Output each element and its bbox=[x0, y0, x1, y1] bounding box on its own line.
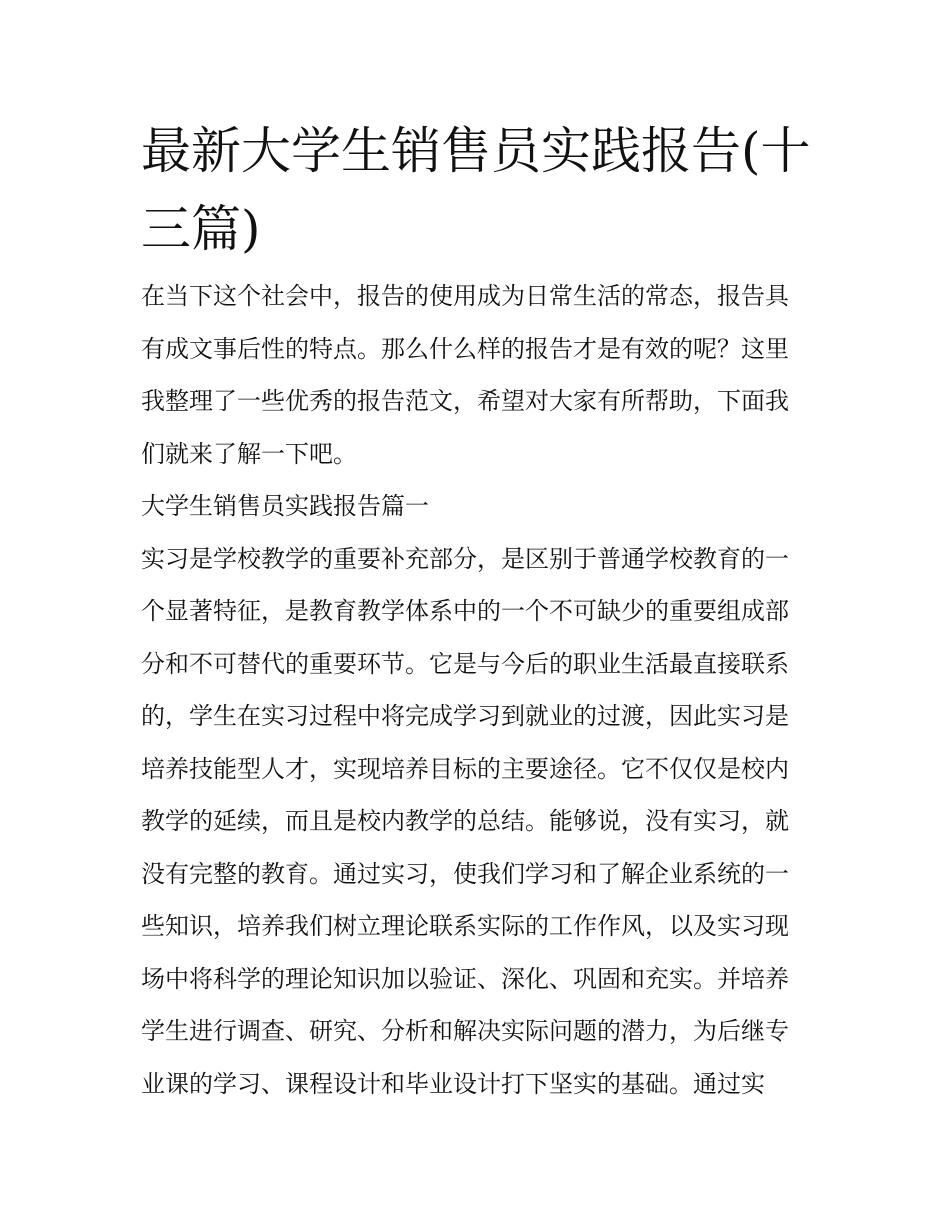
title-line: 三篇) bbox=[141, 200, 261, 258]
intro-line: 们就来了解一下吧。 bbox=[141, 439, 357, 468]
section-line: 场中将科学的理论知识加以验证、深化、巩固和充实。并培养 bbox=[141, 964, 789, 993]
document-content bbox=[141, 112, 816, 1110]
section-heading: 大学生销售员实践报告篇一 bbox=[141, 492, 429, 520]
section-line: 分和不可替代的重要环节。它是与今后的职业生活最直接联系 bbox=[141, 649, 789, 678]
intro-line: 有成文事后性的特点。那么什么样的报告才是有效的呢？这里 bbox=[141, 334, 789, 363]
section-line: 的，学生在实习过程中将完成学习到就业的过渡，因此实习是 bbox=[141, 702, 789, 730]
section-line: 没有完整的教育。通过实习，使我们学习和了解企业系统的一 bbox=[141, 859, 789, 888]
section-line: 实习是学校教学的重要补充部分，是区别于普通学校教育的一 bbox=[141, 544, 789, 573]
section-line: 个显著特征，是教育教学体系中的一个不可缺少的重要组成部 bbox=[141, 597, 789, 625]
title-line: 最新大学生销售员实践报告(十 bbox=[141, 122, 811, 180]
section-line: 教学的延续，而且是校内教学的总结。能够说，没有实习，就 bbox=[141, 807, 789, 835]
section-line: 培养技能型人才，实现培养目标的主要途径。它不仅仅是校内 bbox=[141, 754, 789, 783]
document-body bbox=[141, 270, 816, 1110]
intro-line: 在当下这个社会中，报告的使用成为日常生活的常态，报告具 bbox=[141, 282, 789, 310]
document-title bbox=[141, 112, 816, 268]
section-line: 业课的学习、课程设计和毕业设计打下坚实的基础。通过实 bbox=[141, 1069, 765, 1098]
section-line: 些知识，培养我们树立理论联系实际的工作作风，以及实习现 bbox=[141, 912, 789, 940]
section-line: 学生进行调查、研究、分析和解决实际问题的潜力，为后继专 bbox=[141, 1017, 789, 1045]
intro-line: 我整理了一些优秀的报告范文，希望对大家有所帮助，下面我 bbox=[141, 387, 789, 415]
